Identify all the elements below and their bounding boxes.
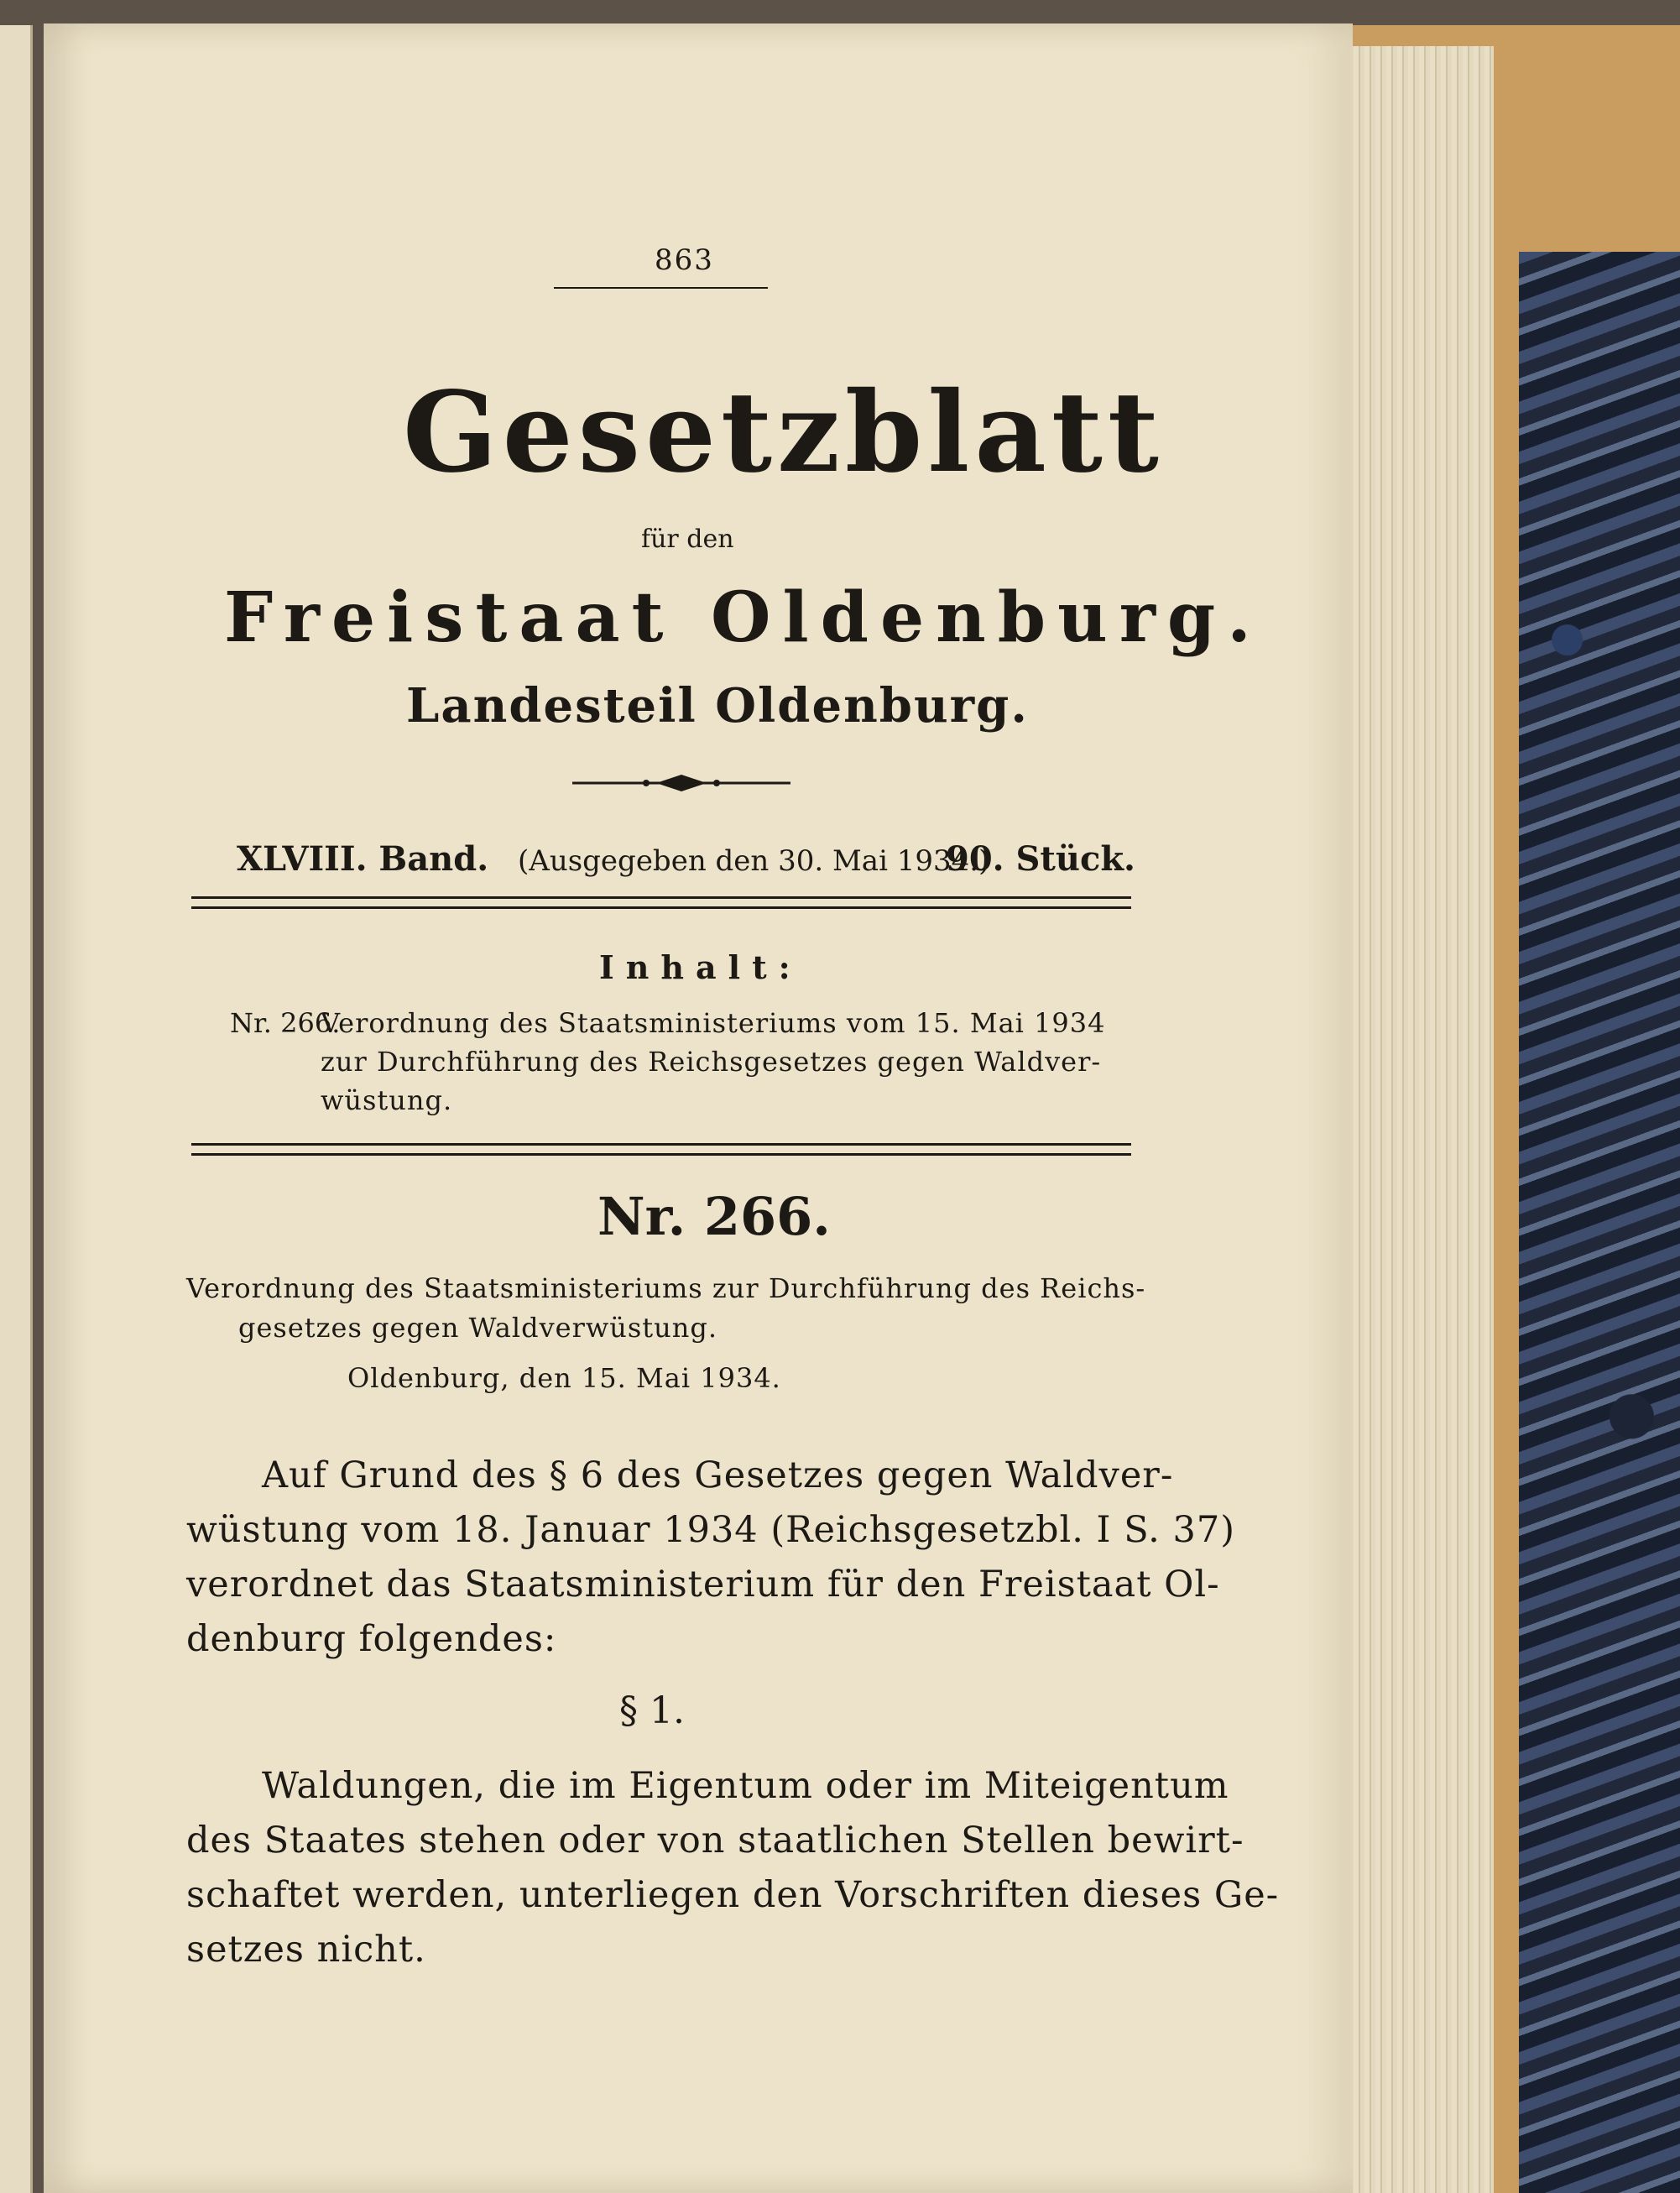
contents-entry-line: Verordnung des Staatsministeriums vom 15. Mai 1934 [321, 1007, 1106, 1039]
section-text-line: Waldungen, die im Eigentum oder im Miteigentum [262, 1765, 1229, 1807]
section-text-line: des Staates stehen oder von staatlichen Stellen bewirt- [186, 1820, 1244, 1861]
preamble-line: denburg folgendes: [186, 1618, 557, 1660]
page-stack-edge [1343, 46, 1494, 2193]
preamble-line: Auf Grund des § 6 des Gesetzes gegen Waldver- [262, 1454, 1174, 1496]
contents-double-rule-top [191, 1143, 1131, 1146]
decree-number: Nr. 266. [597, 1186, 831, 1247]
decree-title-line: gesetzes gegen Waldverwüstung. [238, 1312, 718, 1344]
header-double-rule-top [191, 896, 1131, 899]
contents-heading: Inhalt: [599, 948, 802, 986]
marbled-edge [1519, 252, 1680, 2193]
ornamental-divider [572, 773, 790, 793]
decree-title-line: Verordnung des Staatsministeriums zur Durchführung des Reichs- [186, 1272, 1146, 1304]
page-number-rule [554, 287, 768, 289]
state-title: Freistaat Oldenburg. [224, 577, 1263, 658]
section-text-line: setzes nicht. [186, 1929, 426, 1971]
contents-entry-number: Nr. 266. [230, 1007, 341, 1039]
preamble-line: verordnet das Staatsministerium für den Freistaat Ol- [186, 1564, 1220, 1606]
gazette-title: Gesetzblatt [403, 368, 1164, 498]
section-text-line: schaftet werden, unterliegen den Vorschriften dieses Ge- [186, 1874, 1280, 1916]
contents-entry-line: wüstung. [321, 1084, 453, 1116]
decree-place-date: Oldenburg, den 15. Mai 1934. [347, 1362, 781, 1394]
issue-number: 90. Stück. [946, 839, 1135, 879]
region-subtitle: Landesteil Oldenburg. [406, 678, 1029, 734]
preamble-line: wüstung vom 18. Januar 1934 (Reichsgesetzbl. I S. 37) [186, 1509, 1235, 1551]
facing-page-edge [0, 25, 33, 2193]
volume-label: XLVIII. Band. [237, 839, 489, 879]
gazette-subtitle-connector: für den [641, 525, 734, 554]
issue-date: (Ausgegeben den 30. Mai 1934.) [518, 844, 990, 878]
section-heading: § 1. [619, 1689, 685, 1732]
header-double-rule-bottom [191, 906, 1131, 909]
page-number: 863 [655, 243, 714, 277]
document-page [44, 23, 1353, 2193]
contents-double-rule-bottom [191, 1153, 1131, 1156]
contents-entry-line: zur Durchführung des Reichsgesetzes gegen Waldver- [321, 1046, 1102, 1078]
